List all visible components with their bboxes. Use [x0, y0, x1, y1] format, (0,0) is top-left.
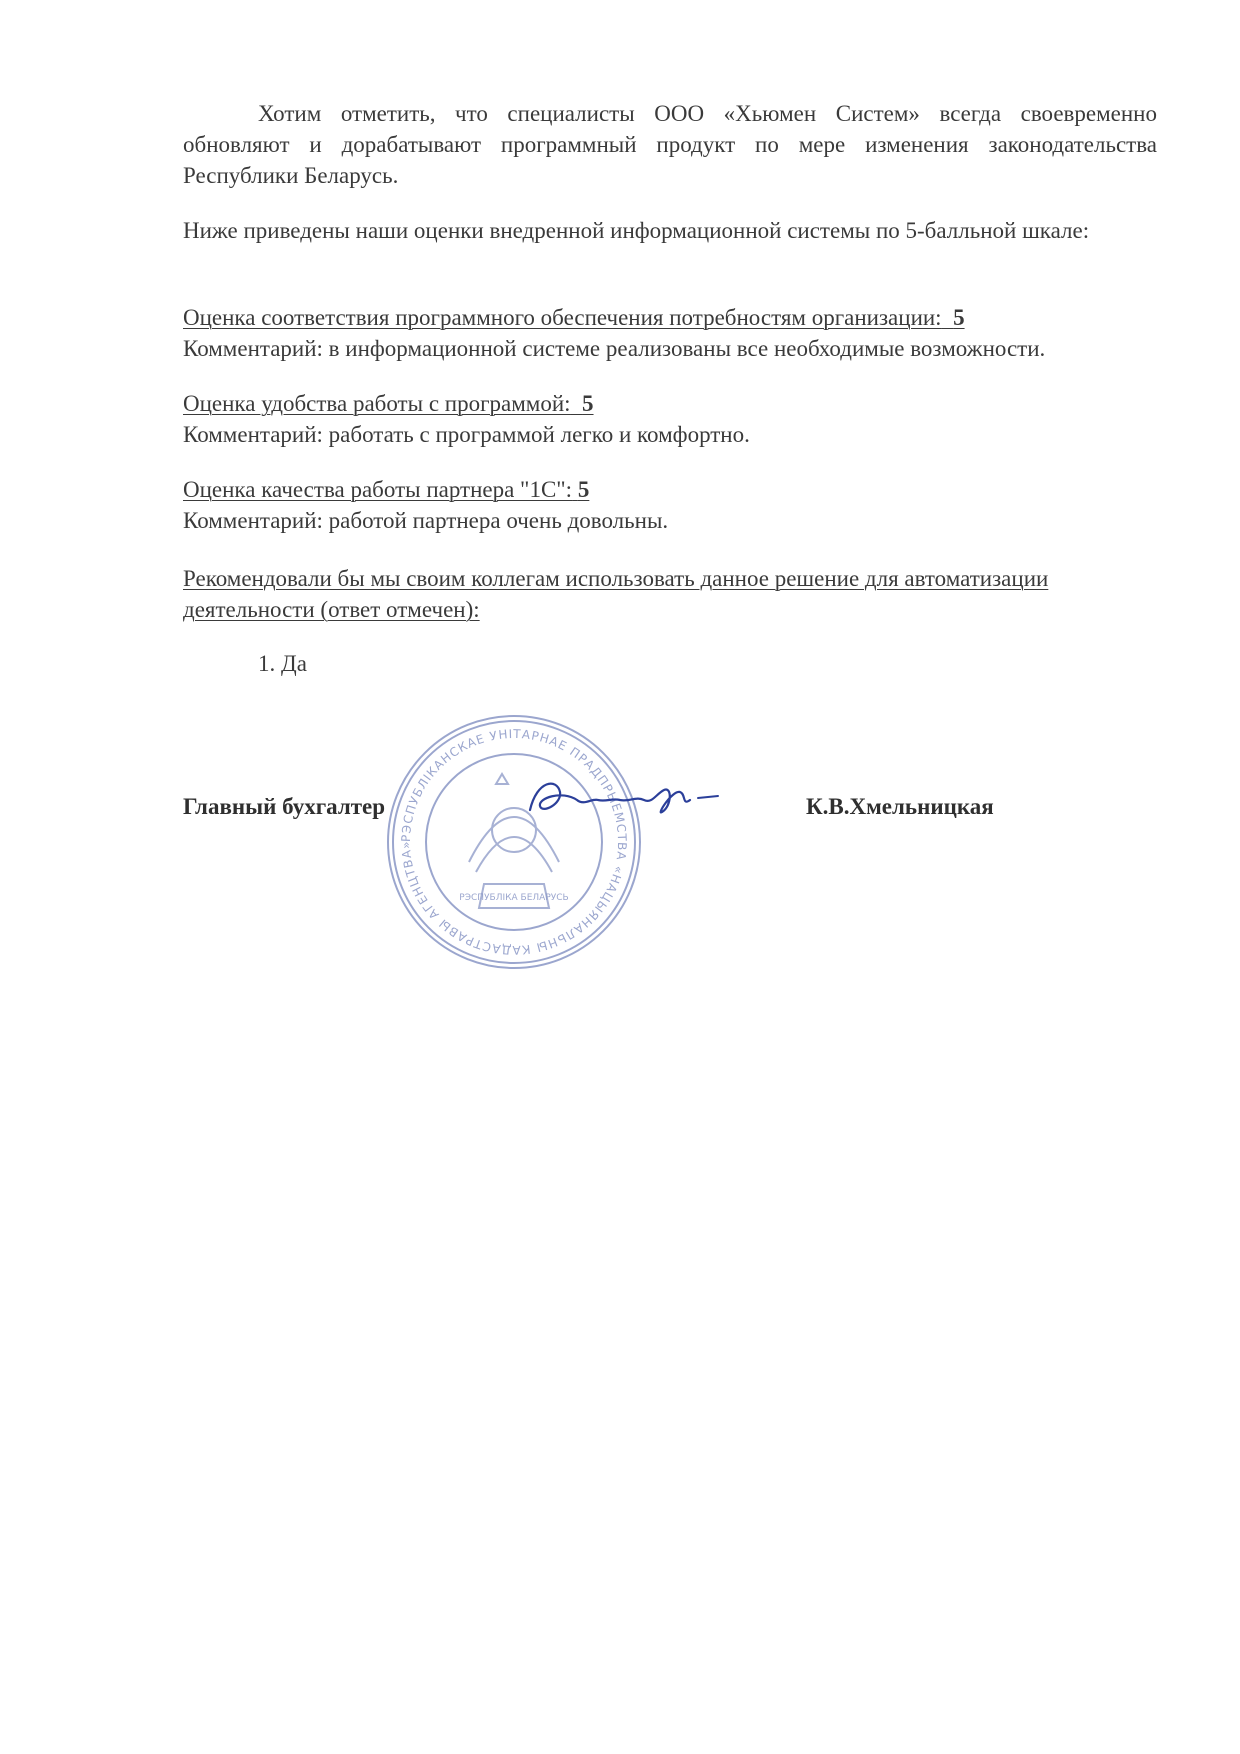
signatory-name: К.В.Хмельницкая [806, 794, 994, 819]
rating-comment: Комментарий: работать с программой легко и комфортно. [183, 422, 750, 447]
svg-text:РЭСПУБЛІКАНСКАЕ УНІТАРНАЕ ПРАД [399, 727, 629, 957]
stamp-outer-text: РЭСПУБЛІКАНСКАЕ УНІТАРНАЕ ПРАДПРЫЕМСТВА «НАЦЫЯНАЛЬНЫ КАДАСТРАВЫ АГЕНЦТВА» [398, 726, 630, 958]
rating-label: Оценка соответствия программного обеспечения потребностям организации: 5 [183, 305, 965, 330]
rating-block-2 [183, 388, 1157, 450]
scale-intro-paragraph: Ниже приведены наши оценки внедренной информационной системы по 5-балльной шкале: [183, 218, 1090, 243]
recommendation-question: Рекомендовали бы мы своим коллегам использовать данное решение для автоматизации деятельности (ответ отмечен): [183, 566, 1049, 622]
rating-block-1 [183, 302, 1157, 364]
official-stamp-icon [384, 712, 644, 972]
rating-score: 5 [577, 477, 590, 502]
recommendation-answer: 1. Да [258, 651, 307, 676]
rating-label: Оценка удобства работы с программой: 5 [183, 391, 594, 416]
rating-comment: Комментарий: в информационной системе реализованы все необходимые возможности. [183, 336, 1046, 361]
intro-paragraph: Хотим отметить, что специалисты ООО «Хьюмен Систем» всегда своевременно обновляют и дорабатывают программный продукт по мере изменения законодательства Республики Беларусь. [183, 101, 1157, 188]
signatory-title: Главный бухгалтер [183, 794, 386, 819]
handwritten-signature-icon [522, 770, 722, 830]
rating-block-3 [183, 474, 1157, 536]
rating-score: 5 [582, 391, 594, 416]
rating-label: Оценка качества работы партнера "1С": 5 [183, 477, 590, 502]
stamp-inner-text: РЭСПУБЛІКА БЕЛАРУСЬ [459, 893, 569, 903]
rating-score: 5 [953, 305, 965, 330]
rating-comment: Комментарий: работой партнера очень довольны. [183, 508, 669, 533]
